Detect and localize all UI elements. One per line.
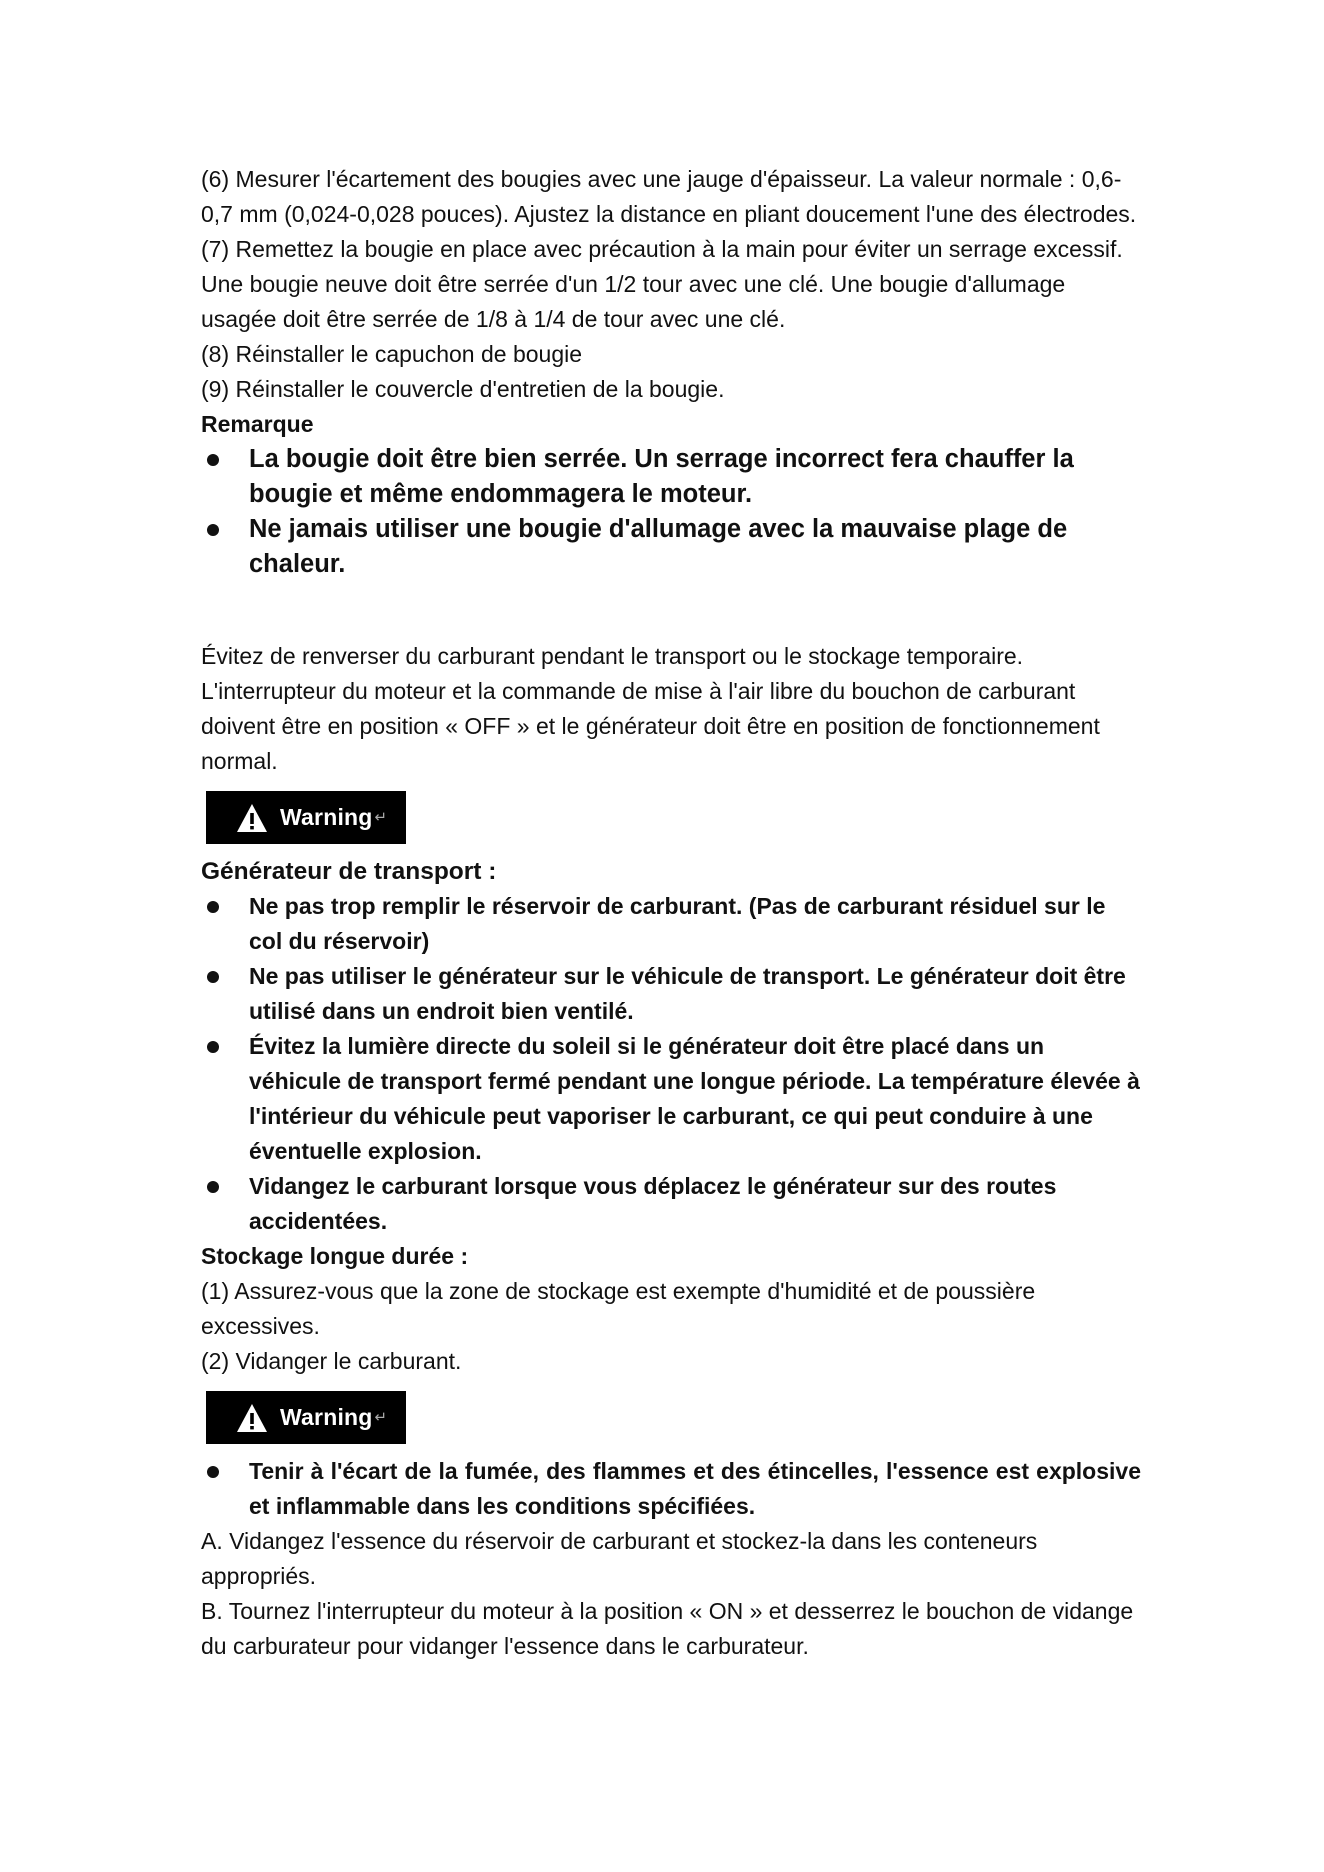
paragraph-mark: ↵: [374, 1409, 388, 1426]
transport-intro-line: Évitez de renverser du carburant pendant le transport ou le stockage temporaire.: [201, 643, 1024, 669]
warning-banner: [206, 791, 406, 844]
page-content: [201, 162, 1141, 1664]
bullet-dot-icon: [207, 1466, 219, 1478]
bullet-dot-icon: [207, 901, 219, 913]
storage-warning-text: Tenir à l'écart de la fumée, des flammes et des étincelles, l'essence est explosive et inflammable dans les conditions spécifiées.: [249, 1458, 1141, 1519]
transport-item-text: Vidangez le carburant lorsque vous déplacez le générateur sur des routes accidentées.: [249, 1173, 1057, 1234]
remark-list: [201, 442, 1141, 582]
bullet-dot-icon: [207, 524, 219, 536]
list-item: [201, 889, 1141, 959]
step-7: (7) Remettez la bougie en place avec précaution à la main pour éviter un serrage excessif. Une bougie neuve doit être serrée d'un 1/2 tour avec une clé. Une bougie d'allumage usagée doit être serrée de 1/8 à 1/4 de tour avec une clé.: [201, 236, 1123, 332]
step-6: (6) Mesurer l'écartement des bougies avec une jauge d'épaisseur. La valeur normale : 0,6-0,7 mm (0,024-0,028 pouces). Ajustez la distance en pliant doucement l'une des électrodes.: [201, 166, 1137, 227]
list-item: [201, 512, 1141, 582]
step-8: (8) Réinstaller le capuchon de bougie: [201, 341, 583, 367]
transport-item-text: Ne pas utiliser le générateur sur le véhicule de transport. Le générateur doit être utilisé dans un endroit bien ventilé.: [249, 963, 1126, 1024]
transport-heading: Générateur de transport :: [201, 858, 497, 885]
list-item: [201, 1454, 1141, 1524]
section-spacer: [201, 582, 1141, 639]
list-item: [201, 959, 1141, 1029]
bullet-dot-icon: [207, 454, 219, 466]
warning-triangle-icon: [236, 1403, 268, 1433]
bullet-dot-icon: [207, 971, 219, 983]
remark-title: Remarque: [201, 411, 314, 437]
list-item: [201, 442, 1141, 512]
instruction-a: A. Vidangez l'essence du réservoir de carburant et stockez-la dans les conteneurs appropriés.: [201, 1528, 1038, 1589]
step-9: (9) Réinstaller le couvercle d'entretien de la bougie.: [201, 376, 725, 402]
transport-intro-line: L'interrupteur du moteur et la commande de mise à l'air libre du bouchon de carburant doivent être en position « OFF » et le générateur doit être en position de fonctionnement normal.: [201, 678, 1100, 774]
transport-item-text: Évitez la lumière directe du soleil si le générateur doit être placé dans un véhicule de transport fermé pendant une longue période. La température élevée à l'intérieur du véhicule peut vaporiser le carburant, ce qui peut conduire à une éventuelle explosion.: [249, 1033, 1140, 1164]
storage-heading: Stockage longue durée :: [201, 1243, 469, 1269]
warning-label: Warning: [280, 804, 373, 830]
transport-intro: [201, 639, 1141, 779]
warning-triangle-icon: [236, 803, 268, 833]
warning-banner: [206, 1391, 406, 1444]
paragraph-mark: ↵: [374, 809, 388, 826]
storage-step-1: (1) Assurez-vous que la zone de stockage est exempte d'humidité et de poussière excessives.: [201, 1278, 1036, 1339]
remark-text: Ne jamais utiliser une bougie d'allumage avec la mauvaise plage de chaleur.: [249, 515, 1068, 578]
instruction-b: B. Tournez l'interrupteur du moteur à la position « ON » et desserrez le bouchon de vidange du carburateur pour vidanger l'essence dans le carburateur.: [201, 1598, 1134, 1659]
list-item: [201, 1169, 1141, 1239]
list-item: [201, 1029, 1141, 1169]
transport-list: [201, 889, 1141, 1239]
warning-label: Warning: [280, 1404, 373, 1430]
bullet-dot-icon: [207, 1181, 219, 1193]
remark-text: La bougie doit être bien serrée. Un serrage incorrect fera chauffer la bougie et même endommagera le moteur.: [249, 445, 1074, 508]
storage-warning-list: [201, 1454, 1141, 1524]
storage-step-2: (2) Vidanger le carburant.: [201, 1348, 462, 1374]
bullet-dot-icon: [207, 1041, 219, 1053]
spark-plug-steps: [201, 162, 1141, 407]
transport-item-text: Ne pas trop remplir le réservoir de carburant. (Pas de carburant résiduel sur le col du réservoir): [249, 893, 1106, 954]
